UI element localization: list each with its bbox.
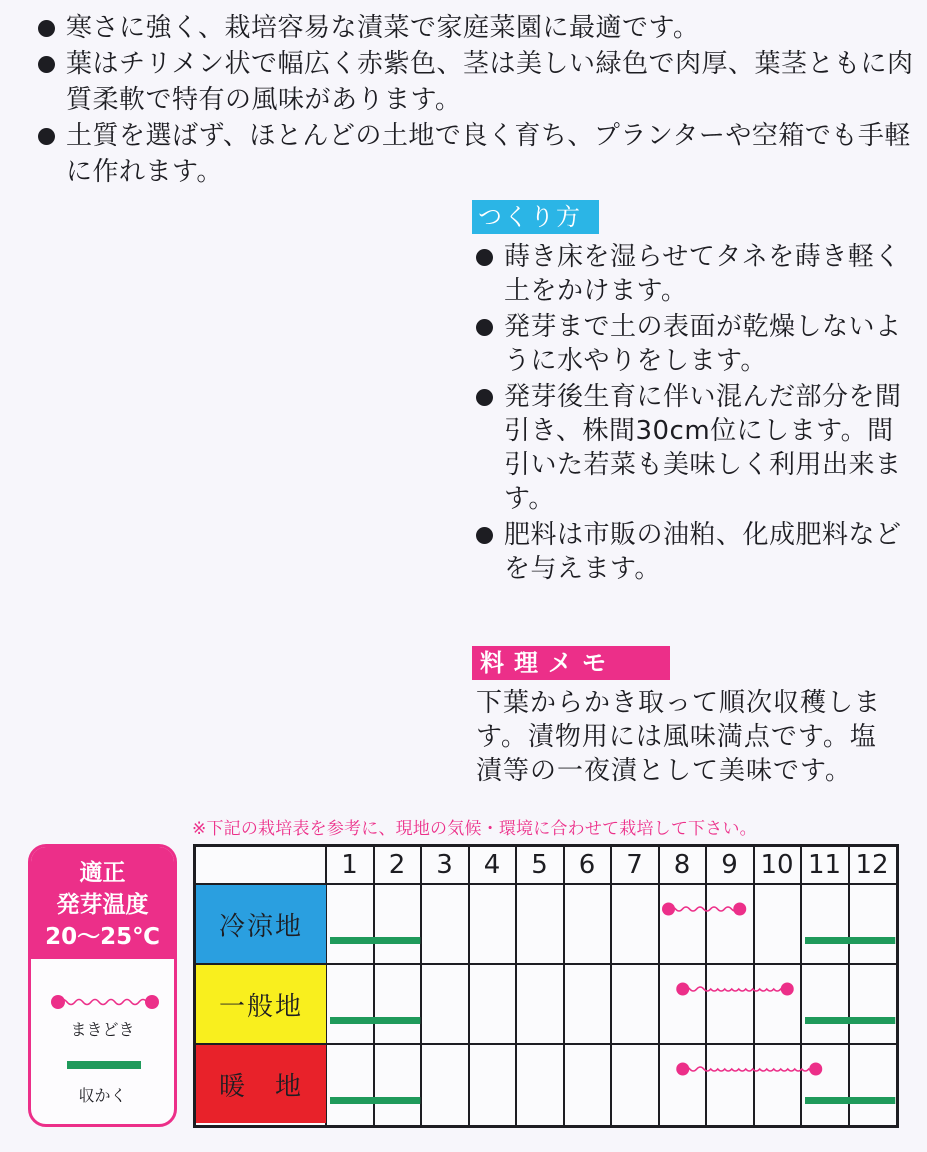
sowing-endpoint bbox=[809, 1063, 822, 1076]
sowing-period bbox=[683, 987, 788, 991]
month-header: 4 bbox=[483, 850, 501, 880]
region-label: 冷涼地 bbox=[196, 885, 326, 963]
schedule-note: ※下記の栽培表を参考に、現地の気候・環境に合わせて栽培して下さい。 bbox=[192, 819, 757, 839]
month-header: 3 bbox=[436, 850, 453, 880]
harvest-legend-label: 収かく bbox=[78, 1086, 127, 1105]
harvest-period bbox=[330, 1017, 420, 1024]
method-item: 蒔き床を湿らせてタネを蒔き軽く土をかけます。 bbox=[476, 240, 906, 308]
schedule-bars bbox=[196, 847, 896, 1125]
method-item: 発芽まで土の表面が乾燥しないように水やりをします。 bbox=[476, 310, 906, 378]
temperature-value: 20〜25℃ bbox=[45, 924, 160, 950]
intro-item: 土質を選ばず、ほとんどの土地で良く育ち、プランターや空箱でも手軽に作れます。 bbox=[38, 118, 918, 190]
month-header: 11 bbox=[807, 850, 842, 880]
sowing-legend-label: まきどき bbox=[70, 1020, 135, 1039]
intro-item: 寒さに強く、栽培容易な漬菜で家庭菜園に最適です。 bbox=[38, 10, 918, 46]
temperature-line: 発芽温度 bbox=[56, 892, 149, 918]
harvest-period bbox=[330, 937, 420, 944]
month-header: 12 bbox=[855, 850, 889, 880]
sowing-period bbox=[669, 907, 740, 911]
month-header: 6 bbox=[578, 850, 596, 880]
memo-heading: 料理メモ bbox=[472, 646, 670, 680]
region-label: 暖 地 bbox=[196, 1045, 326, 1123]
harvest-period bbox=[805, 937, 895, 944]
harvest-period bbox=[330, 1097, 420, 1104]
memo-text: 下葉からかき取って順次収穫します。漬物用には風味満点です。塩漬等の一夜漬として美味です。 bbox=[476, 688, 882, 786]
method-list bbox=[476, 240, 906, 588]
intro-item: 葉はチリメン状で幅広く赤紫色、茎は美しい緑色で肉厚、葉茎ともに肉質柔軟で特有の風味があります。 bbox=[38, 46, 918, 118]
method-item: 肥料は市販の油粕、化成肥料などを与えます。 bbox=[476, 518, 906, 586]
month-header: 1 bbox=[341, 850, 358, 880]
sowing-endpoint bbox=[676, 983, 689, 996]
sowing-endpoint bbox=[733, 903, 746, 916]
month-header: 7 bbox=[626, 850, 643, 880]
temperature-header bbox=[31, 847, 174, 959]
temperature-line: 適正 bbox=[79, 860, 126, 886]
harvest-legend-icon bbox=[67, 1061, 141, 1069]
cultivation-schedule-table bbox=[193, 844, 899, 1128]
sowing-period bbox=[683, 1067, 816, 1071]
method-item: 発芽後生育に伴い混んだ部分を間引き、株間30cm位にします。間引いた若菜も美味しく利用出来ます。 bbox=[476, 380, 906, 516]
region-label: 一般地 bbox=[196, 965, 326, 1043]
harvest-period bbox=[805, 1017, 895, 1024]
method-heading: つくり方 bbox=[472, 200, 599, 234]
germination-temperature-box bbox=[28, 844, 177, 1127]
harvest-period bbox=[805, 1097, 895, 1104]
sowing-endpoint bbox=[781, 983, 794, 996]
month-header: 5 bbox=[531, 850, 548, 880]
month-header: 2 bbox=[388, 850, 406, 880]
intro-list bbox=[38, 10, 918, 190]
month-header: 8 bbox=[673, 850, 691, 880]
sowing-endpoint bbox=[676, 1063, 689, 1076]
month-header: 9 bbox=[721, 850, 738, 880]
month-header: 10 bbox=[760, 850, 794, 880]
sowing-endpoint bbox=[662, 903, 675, 916]
sowing-legend-icon bbox=[49, 993, 161, 1011]
